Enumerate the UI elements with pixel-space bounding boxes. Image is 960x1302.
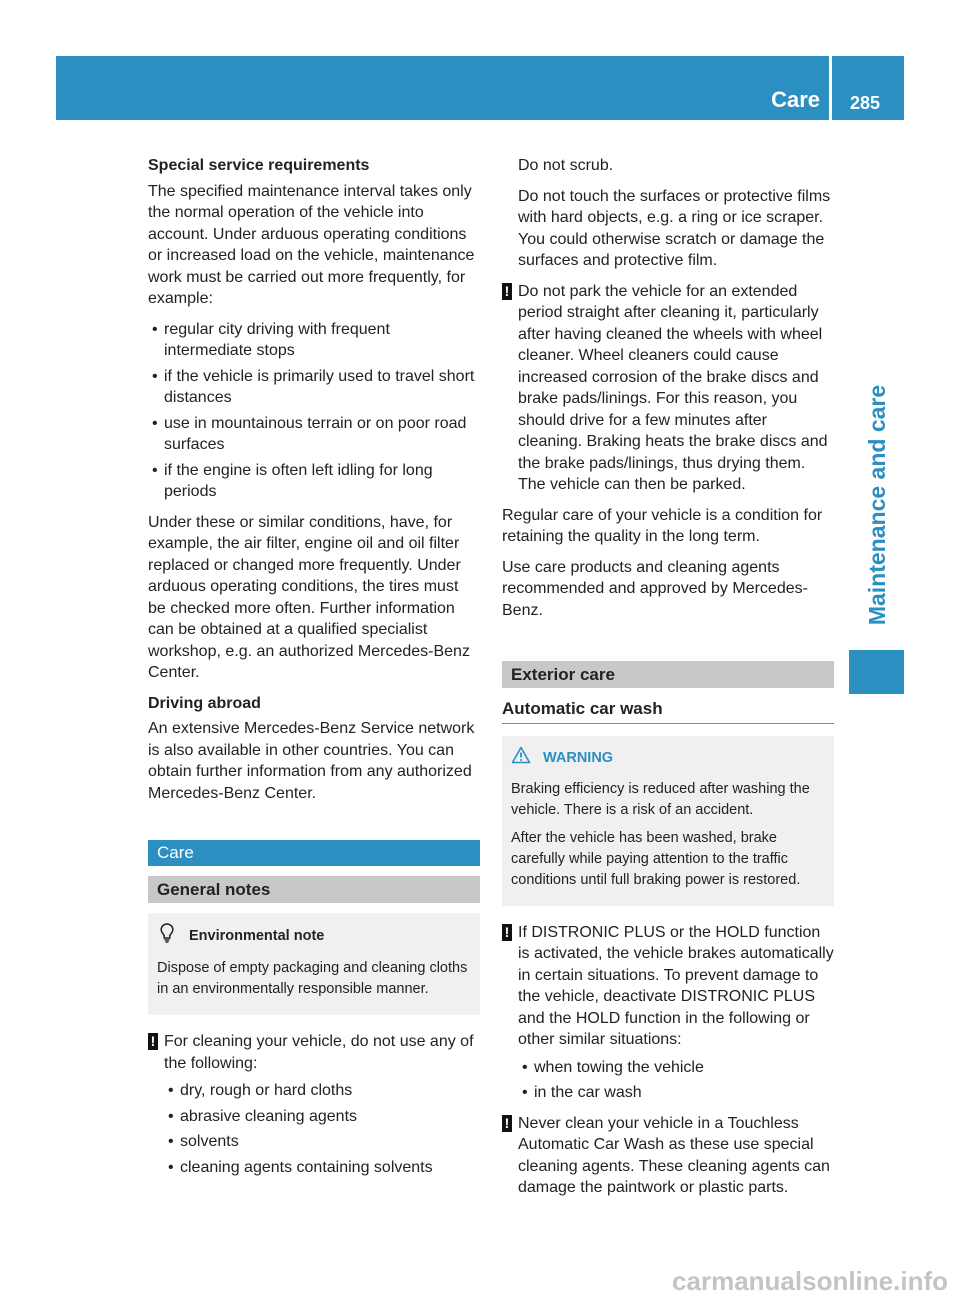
left-column [148, 155, 480, 1187]
cleaning-caution-note [148, 1031, 480, 1178]
warning-header [511, 746, 825, 771]
header-section-title: Care [771, 87, 820, 112]
touchless-wash-caution-text: Never clean your vehicle in a Touchless Automatic Car Wash as these use special cleaning agents. These cleaning agents can damage the paintwork or plastic parts. [518, 1114, 830, 1196]
warning-text-2: After the vehicle has been washed, brake carefully while paying attention to the traffic conditions until full braking power is restored. [511, 829, 801, 888]
chapter-tab [849, 650, 904, 694]
list-item: • dry, rough or hard cloths [164, 1080, 480, 1102]
automatic-car-wash-heading: Automatic car wash [502, 698, 834, 724]
exterior-care-title: Exterior care [502, 661, 834, 688]
list-item: • use in mountainous terrain or on poor road surfaces [148, 413, 480, 456]
touchless-wash-caution-note [502, 1113, 834, 1199]
list-item: • cleaning agents containing solvents [164, 1157, 480, 1179]
chapter-sidebar [849, 120, 904, 650]
special-conditions-list [148, 319, 480, 503]
environmental-note-title: Environmental note [189, 928, 325, 944]
regular-care-text: Regular care of your vehicle is a condition for retaining the quality in the long term. [502, 506, 823, 545]
special-service-after: Under these or similar conditions, have, for example, the air filter, engine oil and oil filter replaced or changed more frequently. Under arduous operating conditions, the tires must be checked more often. Further information can be obtained at a qualified specialist workshop, e.g. an authorized Mercedes-Benz Center. [148, 513, 470, 681]
continued-text-1: Do not scrub. [518, 157, 614, 174]
special-service-text: The specified maintenance interval takes only the normal operation of the vehicle into account. Under arduous operating conditions or increased load on the vehicle, maintenance work must be carried out more frequently, for example: [148, 182, 475, 307]
environmental-note-text: Dispose of empty packaging and cleaning cloths in an environmentally responsible manner. [157, 960, 468, 997]
page-number: 285 [849, 93, 880, 113]
distronic-caution-text: If DISTRONIC PLUS or the HOLD function is activated, the vehicle brakes automatically in certain situations. To prevent damage to the vehicle, deactivate DISTRONIC PLUS and the HOLD function in the following or other similar situations: [518, 923, 834, 1048]
special-service-heading: Special service requirements [148, 157, 370, 174]
warning-triangle-icon [511, 746, 531, 771]
continued-text-2: Do not touch the surfaces or protective films with hard objects, e.g. a ring or ice scraper. You could otherwise scratch or damage the surfaces and protective film. [518, 187, 831, 269]
care-products-text: Use care products and cleaning agents recommended and approved by Mercedes-Benz. [502, 558, 808, 619]
chapter-label: Maintenance and care [863, 384, 890, 626]
warning-box [502, 736, 834, 906]
page-header-bar [56, 56, 904, 120]
exclamation-icon: ! [502, 283, 512, 300]
list-item: • if the vehicle is primarily used to travel short distances [148, 366, 480, 409]
cleaning-exclusions-list [164, 1080, 480, 1178]
exclamation-icon: ! [502, 1115, 512, 1132]
cleaning-caution-text: For cleaning your vehicle, do not use any of the following: [164, 1033, 474, 1072]
right-column [502, 155, 834, 1208]
header-separator [829, 56, 832, 120]
driving-abroad-text: An extensive Mercedes-Benz Service network is also available in other countries. You can obtain further information from any authorized Mercedes-Benz Center. [148, 720, 475, 802]
general-notes-title: General notes [148, 876, 480, 903]
list-item: • abrasive cleaning agents [164, 1106, 480, 1128]
lightbulb-icon [157, 923, 177, 950]
warning-text-1: Braking efficiency is reduced after washing the vehicle. There is a risk of an accident. [511, 780, 810, 818]
list-item: • solvents [164, 1131, 480, 1153]
parking-caution-text: Do not park the vehicle for an extended period straight after cleaning it, particularly after having cleaned the wheels with wheel cleaner. Wheel cleaners could cause increased corrosion of the brake discs and brake pads/linings. For this reason, you should drive for a few minutes after cleaning. Braking heats the brake discs and the brake pads/linings, thus drying them. The vehicle can then be parked. [518, 282, 828, 493]
distronic-caution-note [502, 922, 834, 1104]
distronic-situations-list [518, 1057, 834, 1104]
list-item: • regular city driving with frequent intermediate stops [148, 319, 480, 362]
exclamation-icon: ! [502, 924, 512, 941]
list-item: • if the engine is often left idling for long periods [148, 460, 480, 503]
watermark: carmanualsonline.info [672, 1266, 948, 1296]
exclamation-icon: ! [148, 1033, 158, 1050]
environmental-note-header [157, 923, 471, 950]
driving-abroad-heading: Driving abroad [148, 694, 261, 712]
list-item: • when towing the vehicle [518, 1057, 834, 1079]
warning-title: WARNING [543, 749, 614, 766]
list-item: • in the car wash [518, 1082, 834, 1104]
parking-caution-note [502, 281, 834, 496]
environmental-note-box [148, 913, 480, 1015]
care-section-title: Care [148, 840, 480, 866]
